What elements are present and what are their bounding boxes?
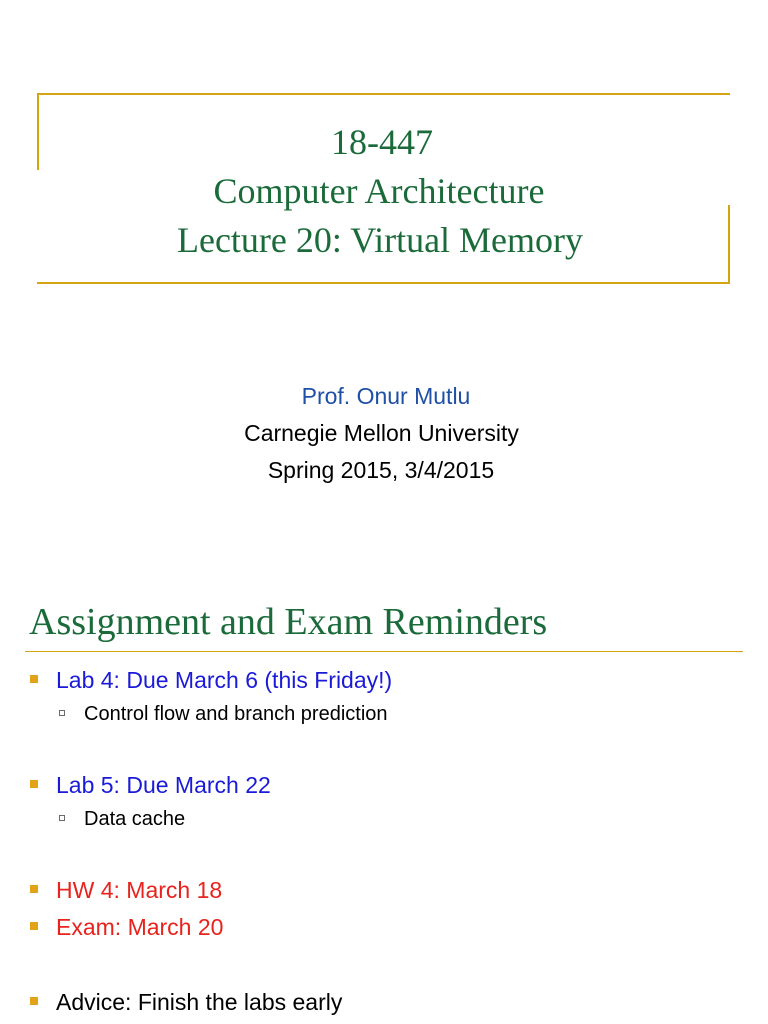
bullet-text: Advice: Finish the labs early — [56, 989, 343, 1015]
sub-bullet-text: Control flow and branch prediction — [84, 703, 388, 725]
list-item-lab4 — [0, 664, 768, 696]
sub-list-item-lab4 — [0, 700, 768, 728]
reminders-title: Assignment and Exam Reminders — [29, 601, 548, 643]
course-number: 18-447 — [331, 122, 433, 162]
frame-top-line — [37, 93, 730, 95]
lecture-title: Lecture 20: Virtual Memory — [176, 220, 584, 260]
title-underline — [25, 651, 743, 652]
square-bullet-icon — [30, 780, 38, 788]
hollow-square-bullet-icon — [59, 815, 65, 821]
slide-title-block — [0, 118, 768, 265]
sub-list-item-lab5 — [0, 805, 768, 833]
list-item-hw4 — [0, 874, 768, 906]
frame-bottom-line — [37, 282, 730, 284]
author-block — [0, 378, 768, 489]
bullet-text: Lab 4: Due March 6 (this Friday!) — [56, 667, 393, 693]
reminders-slide — [0, 560, 768, 1024]
list-item-lab5 — [0, 769, 768, 801]
square-bullet-icon — [30, 885, 38, 893]
square-bullet-icon — [30, 675, 38, 683]
bullet-text: HW 4: March 18 — [56, 877, 223, 903]
square-bullet-icon — [30, 997, 38, 1005]
hollow-square-bullet-icon — [59, 710, 65, 716]
affiliation: Carnegie Mellon University — [244, 420, 519, 446]
sub-bullet-text: Data cache — [84, 808, 186, 830]
lecture-date: Spring 2015, 3/4/2015 — [267, 457, 495, 483]
bullet-text: Exam: March 20 — [56, 914, 224, 940]
author-name: Prof. Onur Mutlu — [301, 383, 471, 409]
square-bullet-icon — [30, 922, 38, 930]
bullet-text: Lab 5: Due March 22 — [56, 772, 271, 798]
course-name: Computer Architecture — [213, 171, 545, 211]
list-item-advice — [0, 986, 768, 1018]
list-item-exam — [0, 911, 768, 943]
